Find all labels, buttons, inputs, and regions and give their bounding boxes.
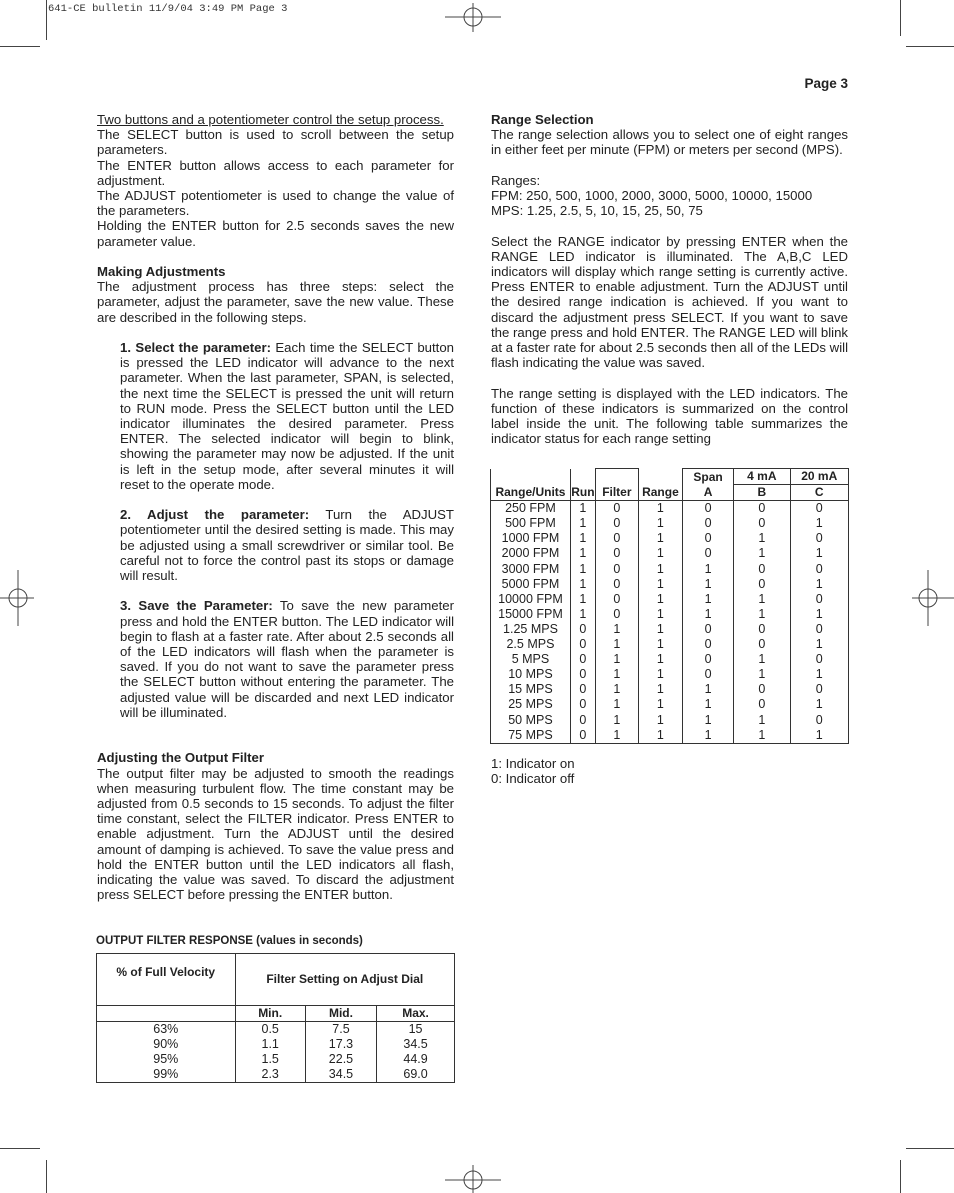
- table-row: [491, 637, 849, 652]
- header-span: Span: [682, 469, 733, 485]
- range-cell: 10 MPS: [491, 667, 571, 682]
- table-row: [97, 1052, 455, 1067]
- print-slug: 641-CE bulletin 11/9/04 3:49 PM Page 3: [48, 3, 288, 15]
- range-cell: 1: [790, 516, 848, 531]
- range-cell: 50 MPS: [491, 713, 571, 728]
- range-cell: 1: [638, 697, 682, 712]
- table-row: [491, 682, 849, 697]
- range-cell: 1: [595, 697, 638, 712]
- velocity-cell: 90%: [97, 1037, 236, 1052]
- velocity-cell: 99%: [97, 1067, 236, 1083]
- range-cell: 1: [790, 667, 848, 682]
- sub-a: A: [682, 485, 733, 501]
- range-cell: 1: [682, 713, 733, 728]
- range-indicator-table: [490, 468, 849, 744]
- table-row: [491, 697, 849, 712]
- range-cell: 1: [570, 577, 595, 592]
- range-cell: 0: [734, 622, 790, 637]
- range-selection-heading: Range Selection: [491, 112, 594, 127]
- range-cell: 0: [682, 516, 733, 531]
- range-select-text: Select the RANGE indicator by pressing ENTER when the RANGE LED indicator is illuminated. The A,B,C LED indicators will display which range setting is currently active. Press ENTER to enable adjustment. Turn the ADJUST until the desired range indication is achieved. If you want to discard the adjustment press SELECT. If you want to save the range press and hold ENTER. The RANGE LED will blink at a faster rate for about 2.5 seconds then all of the LEDs will flash indicating the value was saved.: [491, 233, 848, 371]
- sub-b: B: [734, 485, 790, 501]
- sub-min: Min.: [235, 1006, 305, 1022]
- range-cell: 1: [790, 728, 848, 744]
- range-cell: 1: [734, 728, 790, 744]
- step-2-text: Turn the ADJUST potentiometer until the desired setting is made. This may be adjusted using a small screwdriver or similar tool. Be careful not to force the control past its stops or damage will result.: [120, 507, 454, 584]
- range-cell: 0: [595, 562, 638, 577]
- range-cell: 1: [638, 562, 682, 577]
- output-filter-heading: Adjusting the Output Filter: [97, 750, 265, 766]
- range-cell: 1: [790, 637, 848, 652]
- range-cell: 1: [790, 546, 848, 561]
- range-cell: 1: [570, 546, 595, 561]
- min-cell: 0.5: [235, 1022, 305, 1038]
- range-cell: 1000 FPM: [491, 531, 571, 546]
- range-cell: 0: [682, 622, 733, 637]
- range-cell: 1: [570, 516, 595, 531]
- range-cell: 15 MPS: [491, 682, 571, 697]
- range-cell: 0: [595, 546, 638, 561]
- range-cell: 1: [638, 637, 682, 652]
- range-cell: 1: [734, 546, 790, 561]
- range-cell: 0: [570, 728, 595, 744]
- range-cell: 1: [638, 577, 682, 592]
- range-cell: 0: [790, 713, 848, 728]
- header-filter: Filter: [595, 469, 638, 501]
- step-1: [97, 340, 454, 492]
- range-cell: 1: [638, 607, 682, 622]
- fpm-line: FPM: 250, 500, 1000, 2000, 3000, 5000, 10000, 15000: [491, 188, 813, 203]
- range-cell: 1: [682, 577, 733, 592]
- mid-cell: 22.5: [305, 1052, 376, 1067]
- range-cell: 1: [734, 607, 790, 622]
- table-row: [491, 577, 849, 592]
- range-cell: 1: [790, 607, 848, 622]
- making-adjustments-heading: Making Adjustments: [97, 264, 226, 280]
- range-cell: 1: [595, 667, 638, 682]
- left-column: [97, 112, 454, 902]
- range-cell: 0: [734, 501, 790, 517]
- legend-on: 1: Indicator on: [491, 756, 575, 771]
- range-cell: 1: [638, 652, 682, 667]
- range-cell: 1.25 MPS: [491, 622, 571, 637]
- intro-enter: The ENTER button allows access to each parameter for adjustment.: [97, 157, 454, 188]
- col-setting-header: Filter Setting on Adjust Dial: [235, 954, 454, 1006]
- header-range-units: Range/Units: [491, 469, 571, 501]
- intro-select: The SELECT button is used to scroll between the setup parameters.: [97, 127, 454, 158]
- table-row: [491, 713, 849, 728]
- range-cell: 1: [790, 697, 848, 712]
- step-3-label: 3. Save the Parameter:: [120, 598, 273, 614]
- range-cell: 5 MPS: [491, 652, 571, 667]
- range-cell: 0: [790, 531, 848, 546]
- table-row: [491, 622, 849, 637]
- range-cell: 1: [734, 652, 790, 667]
- range-cell: 1: [570, 562, 595, 577]
- table-row: [491, 667, 849, 682]
- range-cell: 1: [570, 501, 595, 517]
- range-cell: 3000 FPM: [491, 562, 571, 577]
- range-cell: 1: [682, 562, 733, 577]
- range-cell: 1: [734, 592, 790, 607]
- step-2-label: 2. Adjust the parameter:: [120, 507, 310, 523]
- mid-cell: 17.3: [305, 1037, 376, 1052]
- range-cell: 1: [595, 713, 638, 728]
- range-cell: 0: [682, 667, 733, 682]
- min-cell: 2.3: [235, 1067, 305, 1083]
- range-cell: 1: [734, 713, 790, 728]
- range-cell: 0: [570, 622, 595, 637]
- step-1-label: 1. Select the parameter:: [120, 340, 271, 356]
- sub-mid: Mid.: [305, 1006, 376, 1022]
- range-cell: 1: [734, 531, 790, 546]
- table-row: [491, 728, 849, 744]
- range-cell: 0: [595, 531, 638, 546]
- sub-c: C: [790, 485, 848, 501]
- header-range: Range: [638, 469, 682, 501]
- range-cell: 0: [595, 516, 638, 531]
- intro-underlined: Two buttons and a potentiometer control the setup process.: [97, 112, 444, 127]
- range-cell: 1: [638, 501, 682, 517]
- range-cell: 5000 FPM: [491, 577, 571, 592]
- step-1-text: Each time the SELECT button is pressed the LED indicator will advance to the next parameter. When the last parameter, SPAN, is selected, the next time the SELECT is pressed the unit will return to RUN mode. Press the SELECT button until the LED indicator illuminates the desired parameter. Press ENTER. The selected indicator will begin to blink, showing the parameter may now be adjusted. If the unit is left in the setup mode, after several minutes it will reset to the operate mode.: [120, 340, 454, 492]
- range-cell: 1: [682, 728, 733, 744]
- velocity-cell: 63%: [97, 1022, 236, 1038]
- table-row: [491, 652, 849, 667]
- max-cell: 69.0: [377, 1067, 455, 1083]
- range-cell: 15000 FPM: [491, 607, 571, 622]
- range-display-text: The range setting is displayed with the LED indicators. The function of these indicators is summarized on the control label inside the unit. The following table summarizes the indicator status for each range setting: [491, 385, 848, 447]
- table-row: [491, 562, 849, 577]
- header-run: Run: [570, 469, 595, 501]
- table-row: [97, 1037, 455, 1052]
- range-cell: 1: [638, 728, 682, 744]
- range-cell: 25 MPS: [491, 697, 571, 712]
- range-cell: 0: [790, 562, 848, 577]
- range-cell: 1: [638, 713, 682, 728]
- range-cell: 1: [638, 516, 682, 531]
- range-cell: 0: [595, 501, 638, 517]
- range-cell: 0: [734, 682, 790, 697]
- range-cell: 0: [790, 652, 848, 667]
- range-cell: 1: [638, 622, 682, 637]
- filter-table-title: OUTPUT FILTER RESPONSE (values in seconds): [96, 935, 363, 947]
- range-cell: 0: [570, 652, 595, 667]
- range-cell: 0: [595, 577, 638, 592]
- range-cell: 1: [790, 577, 848, 592]
- step-3: [97, 598, 454, 720]
- table-row: [491, 501, 849, 517]
- range-cell: 0: [790, 592, 848, 607]
- mps-line: MPS: 1.25, 2.5, 5, 10, 15, 25, 50, 75: [491, 203, 703, 219]
- legend-off: 0: Indicator off: [491, 771, 575, 787]
- range-cell: 1: [682, 682, 733, 697]
- table-row: [491, 546, 849, 561]
- range-cell: 0: [790, 501, 848, 517]
- col-velocity-header: % of Full Velocity: [97, 954, 236, 1006]
- max-cell: 44.9: [377, 1052, 455, 1067]
- range-cell: 1: [595, 652, 638, 667]
- right-column: [491, 112, 848, 446]
- mid-cell: 34.5: [305, 1067, 376, 1083]
- mid-cell: 7.5: [305, 1022, 376, 1038]
- range-cell: 250 FPM: [491, 501, 571, 517]
- table-row: [97, 1067, 455, 1083]
- range-cell: 1: [638, 592, 682, 607]
- range-cell: 1: [682, 697, 733, 712]
- range-cell: 0: [682, 531, 733, 546]
- range-cell: 0: [682, 546, 733, 561]
- range-cell: 10000 FPM: [491, 592, 571, 607]
- range-cell: 1: [682, 592, 733, 607]
- range-cell: 1: [570, 607, 595, 622]
- range-intro: The range selection allows you to select one of eight ranges in either feet per minute (FPM) or meters per second (MPS).: [491, 127, 848, 158]
- making-adjustments-text: The adjustment process has three steps: select the parameter, adjust the parameter, save the new value. These are described in the following steps.: [97, 279, 454, 325]
- table-row: [491, 531, 849, 546]
- range-cell: 0: [595, 592, 638, 607]
- range-cell: 500 FPM: [491, 516, 571, 531]
- range-cell: 1: [570, 531, 595, 546]
- intro-hold: Holding the ENTER button for 2.5 seconds saves the new parameter value.: [97, 218, 454, 249]
- range-cell: 2.5 MPS: [491, 637, 571, 652]
- range-cell: 1: [570, 592, 595, 607]
- range-cell: 75 MPS: [491, 728, 571, 744]
- min-cell: 1.5: [235, 1052, 305, 1067]
- header-20ma: 20 mA: [790, 469, 848, 485]
- range-cell: 1: [638, 682, 682, 697]
- range-cell: 0: [595, 607, 638, 622]
- max-cell: 34.5: [377, 1037, 455, 1052]
- step-3-text: To save the new parameter press and hold the ENTER button. The LED indicator will begin to flash at a faster rate. After about 2.5 seconds all of the LED indicators will flash when the parameter is saved. If you do not want to save the parameter press the SELECT button without entering the parameter. The adjusted value will be discarded and next LED indicator will be illuminated.: [120, 598, 454, 720]
- table-row: [491, 607, 849, 622]
- range-cell: 1: [595, 682, 638, 697]
- step-2: [97, 507, 454, 583]
- range-cell: 0: [734, 562, 790, 577]
- range-cell: 1: [595, 622, 638, 637]
- indicator-legend: [491, 756, 575, 786]
- range-cell: 0: [734, 697, 790, 712]
- range-cell: 0: [570, 697, 595, 712]
- range-cell: 0: [790, 682, 848, 697]
- range-cell: 0: [682, 652, 733, 667]
- velocity-cell: 95%: [97, 1052, 236, 1067]
- range-cell: 0: [570, 667, 595, 682]
- range-cell: 1: [638, 546, 682, 561]
- range-cell: 0: [790, 622, 848, 637]
- range-cell: 0: [734, 637, 790, 652]
- range-cell: 1: [595, 637, 638, 652]
- table-row: [491, 516, 849, 531]
- ranges-label: Ranges:: [491, 172, 541, 188]
- page-number: Page 3: [804, 76, 848, 91]
- range-cell: 0: [682, 637, 733, 652]
- table-row: [491, 592, 849, 607]
- range-cell: 1: [638, 667, 682, 682]
- range-cell: 1: [682, 607, 733, 622]
- range-cell: 0: [570, 682, 595, 697]
- range-cell: 1: [595, 728, 638, 744]
- range-cell: 1: [734, 667, 790, 682]
- range-cell: 0: [682, 501, 733, 517]
- header-4ma: 4 mA: [734, 469, 790, 485]
- filter-response-table: [96, 953, 455, 1083]
- output-filter-text: The output filter may be adjusted to smooth the readings when measuring turbulent flow. The time constant may be adjusted from 0.5 seconds to 15 seconds. To adjust the filter time constant, select the FILTER indicator. Press ENTER to enable adjustment. Turn the ADJUST until the desired amount of damping is achieved. To save the value press and hold the ENTER button until the LED indicators all flash, indicating the value was saved. To discard the adjustment press SELECT before pressing the ENTER button.: [97, 765, 454, 903]
- sub-max: Max.: [377, 1006, 455, 1022]
- range-cell: 0: [570, 713, 595, 728]
- min-cell: 1.1: [235, 1037, 305, 1052]
- intro-adjust: The ADJUST potentiometer is used to change the value of the parameters.: [97, 188, 454, 219]
- range-cell: 0: [734, 516, 790, 531]
- table-row: [97, 1022, 455, 1038]
- range-cell: 0: [570, 637, 595, 652]
- range-cell: 0: [734, 577, 790, 592]
- range-cell: 1: [638, 531, 682, 546]
- max-cell: 15: [377, 1022, 455, 1038]
- range-cell: 2000 FPM: [491, 546, 571, 561]
